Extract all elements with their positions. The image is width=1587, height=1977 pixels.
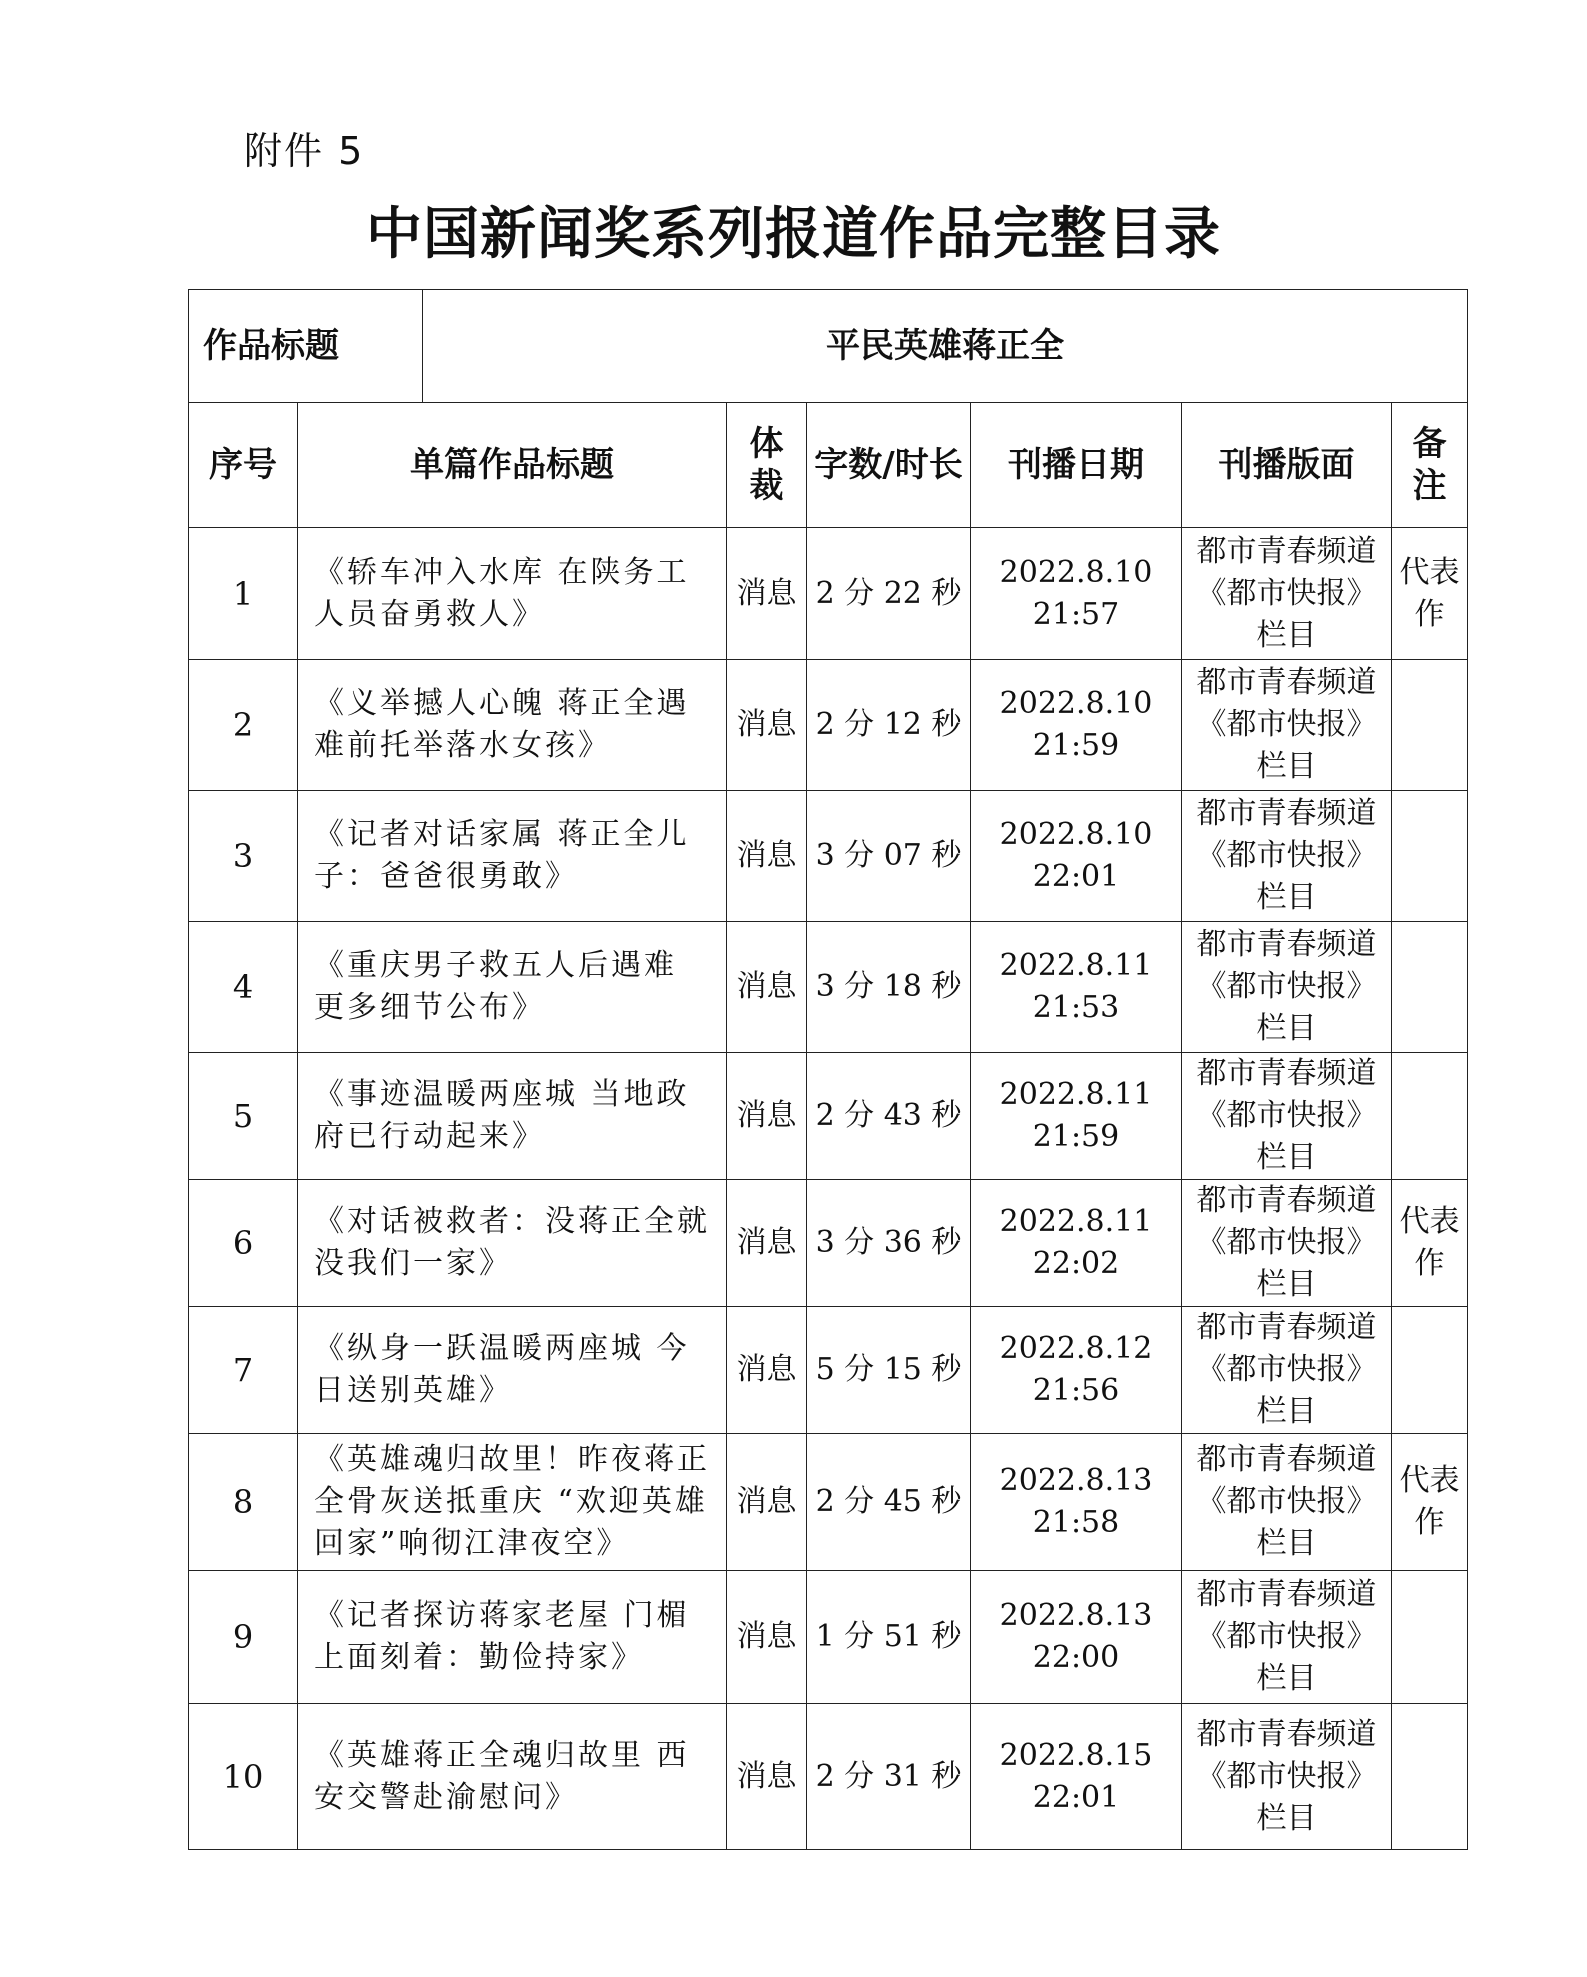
cell-section-program: 《都市快报》 (1196, 707, 1377, 742)
cell-piece-title: 《事迹温暖两座城 当地政府已行动起来》 (298, 1053, 727, 1180)
cell-section (1182, 528, 1392, 660)
header-seq: 序号 (189, 403, 298, 528)
cell-date-time: 21:58 (1032, 1505, 1120, 1540)
cell-date-day: 2022.8.12 (999, 1331, 1153, 1366)
table-row (189, 1180, 1468, 1307)
cell-date-time: 22:01 (1032, 1779, 1120, 1815)
cell-seq: 10 (189, 1704, 298, 1850)
cell-date-time: 21:59 (1032, 1119, 1120, 1154)
cell-section-channel: 都市青春频道 (1196, 665, 1377, 700)
cell-section-column: 栏目 (1256, 880, 1317, 915)
cell-date-day: 2022.8.11 (999, 1204, 1153, 1239)
cell-section (1182, 660, 1392, 791)
cell-section-column: 栏目 (1256, 617, 1317, 653)
cell-piece-title: 《英雄魂归故里！昨夜蒋正全骨灰送抵重庆 “欢迎英雄回家”响彻江津夜空》 (298, 1434, 727, 1571)
table-row (189, 791, 1468, 922)
cell-section (1182, 1704, 1392, 1850)
header-date: 刊播日期 (971, 403, 1182, 528)
table-row (189, 1307, 1468, 1434)
cell-section-program: 《都市快报》 (1196, 1098, 1377, 1133)
cell-date (971, 922, 1182, 1053)
work-title-row (189, 290, 1468, 403)
cell-note: 代表作 (1392, 1180, 1468, 1307)
table-row (189, 1571, 1468, 1704)
table-row (189, 1434, 1468, 1571)
cell-section-channel: 都市青春频道 (1196, 927, 1377, 962)
cell-piece-title: 《记者对话家属 蒋正全儿子：爸爸很勇敢》 (298, 791, 727, 922)
cell-length: 5 分 15 秒 (807, 1307, 971, 1434)
cell-seq: 3 (189, 791, 298, 922)
cell-piece-title: 《对话被救者：没蒋正全就没我们一家》 (298, 1180, 727, 1307)
cell-note (1392, 922, 1468, 1053)
table-row (189, 660, 1468, 791)
cell-length: 3 分 36 秒 (807, 1180, 971, 1307)
cell-piece-title: 《义举撼人心魄 蒋正全遇难前托举落水女孩》 (298, 660, 727, 791)
cell-piece-title: 《记者探访蒋家老屋 门楣上面刻着：勤俭持家》 (298, 1571, 727, 1704)
cell-piece-title: 《重庆男子救五人后遇难 更多细节公布》 (298, 922, 727, 1053)
cell-section-column: 栏目 (1256, 1011, 1317, 1046)
cell-piece-title: 《轿车冲入水库 在陕务工人员奋勇救人》 (298, 528, 727, 660)
cell-date-time: 21:56 (1032, 1373, 1120, 1408)
cell-note: 代表作 (1392, 528, 1468, 660)
cell-date (971, 1434, 1182, 1571)
cell-date-time: 22:00 (1032, 1640, 1120, 1675)
cell-date (971, 1180, 1182, 1307)
cell-date-day: 2022.8.11 (999, 948, 1153, 983)
cell-section-channel: 都市青春频道 (1196, 1310, 1377, 1345)
cell-date-time: 21:57 (1032, 596, 1120, 632)
cell-date-day: 2022.8.13 (999, 1598, 1153, 1633)
cell-length: 2 分 12 秒 (807, 660, 971, 791)
cell-date-time: 21:59 (1032, 728, 1120, 763)
cell-note (1392, 1307, 1468, 1434)
cell-date-time: 22:02 (1032, 1246, 1120, 1281)
cell-section-column: 栏目 (1256, 1140, 1317, 1175)
cell-section-column: 栏目 (1256, 749, 1317, 784)
cell-section-program: 《都市快报》 (1196, 1484, 1377, 1519)
cell-section-channel: 都市青春频道 (1196, 1716, 1377, 1752)
cell-length: 2 分 45 秒 (807, 1434, 971, 1571)
cell-date-time: 22:01 (1032, 859, 1120, 894)
cell-seq: 8 (189, 1434, 298, 1571)
document-title: 中国新闻奖系列报道作品完整目录 (366, 202, 1221, 267)
cell-date (971, 1307, 1182, 1434)
cell-section (1182, 1434, 1392, 1571)
cell-seq: 6 (189, 1180, 298, 1307)
cell-section-channel: 都市青春频道 (1196, 796, 1377, 831)
work-title-label: 作品标题 (189, 290, 423, 403)
cell-note (1392, 791, 1468, 922)
cell-genre: 消息 (727, 1434, 807, 1571)
cell-section-program: 《都市快报》 (1196, 1352, 1377, 1387)
cell-genre: 消息 (727, 1571, 807, 1704)
cell-note (1392, 1704, 1468, 1850)
cell-seq: 1 (189, 528, 298, 660)
cell-length: 3 分 18 秒 (807, 922, 971, 1053)
cell-section-column: 栏目 (1256, 1800, 1317, 1836)
cell-section-program: 《都市快报》 (1196, 969, 1377, 1004)
cell-length: 2 分 31 秒 (807, 1704, 971, 1850)
cell-date-day: 2022.8.10 (999, 686, 1153, 721)
header-section: 刊播版面 (1182, 403, 1392, 528)
attachment-label: 附件 5 (244, 129, 365, 173)
cell-section (1182, 1053, 1392, 1180)
cell-genre: 消息 (727, 922, 807, 1053)
header-note: 备注 (1392, 403, 1468, 528)
cell-seq: 4 (189, 922, 298, 1053)
cell-section-program: 《都市快报》 (1196, 838, 1377, 873)
cell-piece-title: 《英雄蒋正全魂归故里 西安交警赴渝慰问》 (298, 1704, 727, 1850)
cell-section (1182, 922, 1392, 1053)
cell-genre: 消息 (727, 1704, 807, 1850)
cell-date (971, 660, 1182, 791)
header-row (189, 403, 1468, 528)
work-title-value: 平民英雄蒋正全 (423, 290, 1468, 403)
cell-section-program: 《都市快报》 (1196, 1758, 1377, 1794)
cell-genre: 消息 (727, 1180, 807, 1307)
cell-section-column: 栏目 (1256, 1394, 1317, 1429)
cell-section-program: 《都市快报》 (1196, 575, 1377, 611)
cell-genre: 消息 (727, 791, 807, 922)
cell-date (971, 791, 1182, 922)
cell-seq: 2 (189, 660, 298, 791)
cell-section (1182, 1307, 1392, 1434)
cell-note: 代表作 (1392, 1434, 1468, 1571)
header-piece-title: 单篇作品标题 (298, 403, 727, 528)
header-length: 字数/时长 (807, 403, 971, 528)
cell-length: 2 分 22 秒 (807, 528, 971, 660)
cell-length: 2 分 43 秒 (807, 1053, 971, 1180)
cell-seq: 5 (189, 1053, 298, 1180)
cell-date-day: 2022.8.10 (999, 554, 1153, 590)
cell-section-channel: 都市青春频道 (1196, 533, 1377, 569)
cell-date (971, 528, 1182, 660)
cell-date-day: 2022.8.11 (999, 1077, 1153, 1112)
cell-genre: 消息 (727, 1307, 807, 1434)
cell-piece-title: 《纵身一跃温暖两座城 今日送别英雄》 (298, 1307, 727, 1434)
cell-seq: 9 (189, 1571, 298, 1704)
cell-date-day: 2022.8.10 (999, 817, 1153, 852)
cell-length: 3 分 07 秒 (807, 791, 971, 922)
cell-note (1392, 660, 1468, 791)
cell-section-program: 《都市快报》 (1196, 1225, 1377, 1260)
cell-section-channel: 都市青春频道 (1196, 1056, 1377, 1091)
cell-section (1182, 791, 1392, 922)
cell-genre: 消息 (727, 1053, 807, 1180)
cell-section-channel: 都市青春频道 (1196, 1183, 1377, 1218)
cell-section-program: 《都市快报》 (1196, 1619, 1377, 1654)
cell-section-column: 栏目 (1256, 1267, 1317, 1302)
cell-section (1182, 1180, 1392, 1307)
cell-date (971, 1571, 1182, 1704)
cell-genre: 消息 (727, 660, 807, 791)
cell-note (1392, 1053, 1468, 1180)
cell-section-channel: 都市青春频道 (1196, 1577, 1377, 1612)
cell-note (1392, 1571, 1468, 1704)
cell-section-column: 栏目 (1256, 1661, 1317, 1696)
table-row (189, 1704, 1468, 1850)
table-row (189, 528, 1468, 660)
cell-section (1182, 1571, 1392, 1704)
table-row (189, 922, 1468, 1053)
header-genre: 体裁 (727, 403, 807, 528)
cell-date-day: 2022.8.15 (999, 1737, 1153, 1773)
cell-genre: 消息 (727, 528, 807, 660)
cell-length: 1 分 51 秒 (807, 1571, 971, 1704)
cell-section-channel: 都市青春频道 (1196, 1442, 1377, 1477)
cell-date-time: 21:53 (1032, 990, 1120, 1025)
table-row (189, 1053, 1468, 1180)
cell-seq: 7 (189, 1307, 298, 1434)
cell-section-column: 栏目 (1256, 1526, 1317, 1561)
cell-date (971, 1704, 1182, 1850)
works-table (188, 289, 1468, 1850)
cell-date (971, 1053, 1182, 1180)
cell-date-day: 2022.8.13 (999, 1463, 1153, 1498)
